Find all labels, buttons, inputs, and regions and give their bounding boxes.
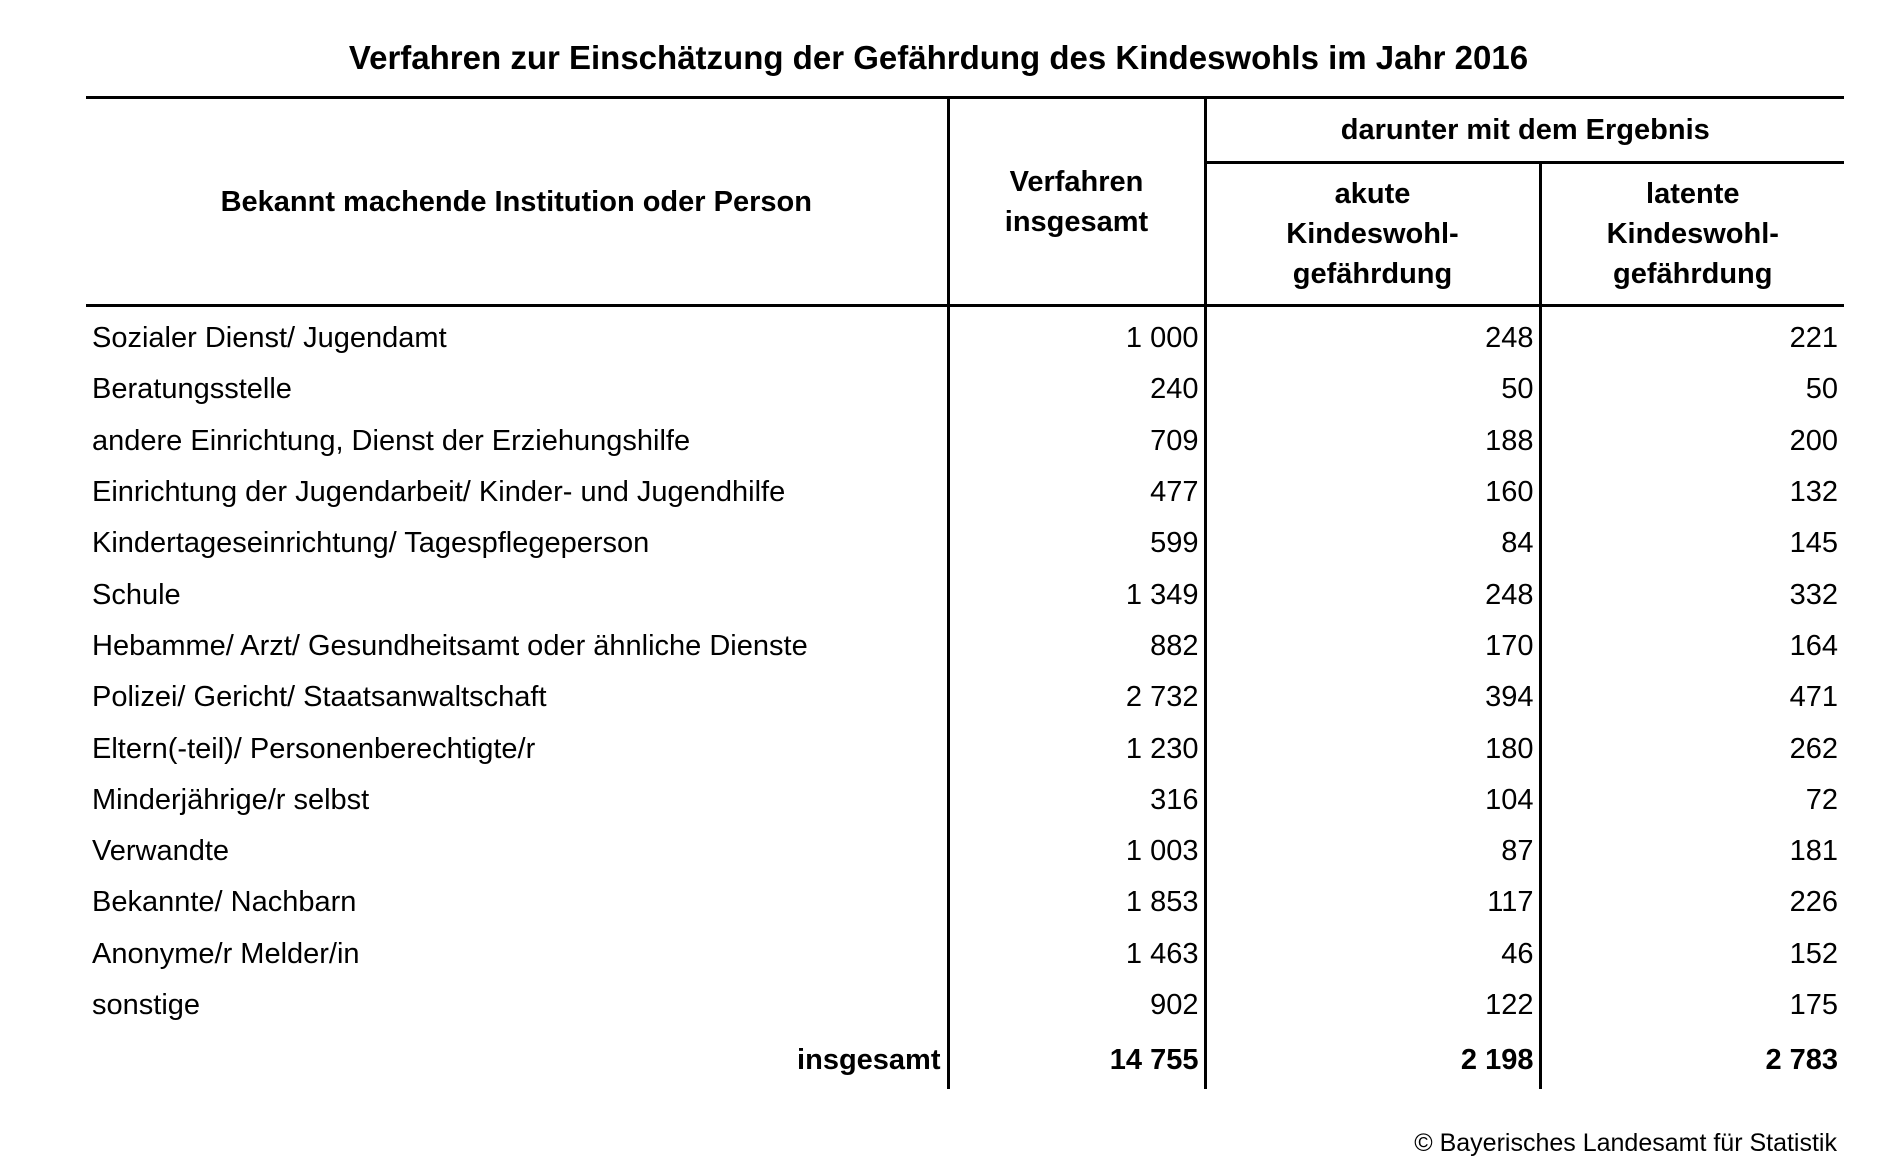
cell-acute: 104 (1205, 775, 1540, 826)
cell-acute: 50 (1205, 364, 1540, 415)
row-label: Anonyme/r Melder/in (86, 929, 948, 980)
cell-latent: 221 (1789, 322, 1839, 355)
header-group: darunter mit dem Ergebnis (1205, 98, 1844, 163)
cell-acute: 248 (1205, 569, 1540, 620)
cell-latent: 50 (1805, 373, 1839, 406)
cell-total: 709 (948, 416, 1205, 467)
cell-total: 599 (948, 518, 1205, 569)
table-row (86, 306, 1844, 365)
row-label: Schule (86, 569, 948, 620)
cell-total: 240 (948, 364, 1205, 415)
table-row (86, 980, 1844, 1031)
cell-acute: 122 (1205, 980, 1540, 1031)
table-row (86, 723, 1844, 774)
cell-latent: 72 (1805, 783, 1839, 816)
cell-latent: 262 (1789, 732, 1839, 765)
cell-latent: 145 (1789, 527, 1839, 560)
table-row (86, 775, 1844, 826)
header-institution: Bekannt machende Institution oder Person (86, 98, 948, 306)
header-latent: latente Kindeswohl- gefährdung (1540, 163, 1844, 306)
table-row (86, 826, 1844, 877)
cell-latent: 332 (1789, 578, 1839, 611)
cell-acute: 160 (1205, 467, 1540, 518)
cell-latent: 152 (1789, 937, 1839, 970)
cell-latent: 175 (1789, 989, 1839, 1021)
row-label: Einrichtung der Jugendarbeit/ Kinder- und Jugendhilfe (86, 467, 948, 518)
cell-total: 902 (948, 980, 1205, 1031)
row-label: Minderjährige/r selbst (86, 775, 948, 826)
table-body (86, 306, 1844, 1090)
table-row (86, 518, 1844, 569)
cell-acute: 46 (1205, 929, 1540, 980)
table-row (86, 467, 1844, 518)
row-label: andere Einrichtung, Dienst der Erziehungshilfe (86, 416, 948, 467)
table-row (86, 929, 1844, 980)
cell-total: 882 (948, 621, 1205, 672)
row-label: Polizei/ Gericht/ Staatsanwaltschaft (86, 672, 948, 723)
cell-latent: 164 (1789, 629, 1839, 662)
cell-acute: 188 (1205, 416, 1540, 467)
source-credit: © Bayerisches Landesamt für Statistik (1414, 1129, 1837, 1157)
table-row (86, 416, 1844, 467)
cell-acute: 84 (1205, 518, 1540, 569)
row-label: Eltern(-teil)/ Personenberechtigte/r (86, 723, 948, 774)
table-row (86, 364, 1844, 415)
cell-acute: 170 (1205, 621, 1540, 672)
cell-latent: 181 (1789, 835, 1839, 868)
row-label: Sozialer Dienst/ Jugendamt (86, 306, 948, 365)
table-title: Verfahren zur Einschätzung der Gefährdung des Kindeswohls im Jahr 2016 (348, 39, 1529, 76)
cell-acute: 394 (1205, 672, 1540, 723)
total-row (86, 1031, 1844, 1089)
row-label: Bekannte/ Nachbarn (86, 877, 948, 928)
data-table (86, 96, 1844, 1089)
cell-total: 477 (948, 467, 1205, 518)
cell-total: 2 732 (948, 672, 1205, 723)
cell-acute: 248 (1205, 306, 1540, 365)
table-row (86, 877, 1844, 928)
cell-latent: 132 (1789, 476, 1839, 509)
row-label: sonstige (86, 980, 948, 1031)
cell-acute: 87 (1205, 826, 1540, 877)
row-label: Beratungsstelle (86, 364, 948, 415)
total-acute: 2 198 (1205, 1031, 1540, 1089)
header-total: Verfahren insgesamt (948, 98, 1205, 306)
header-acute: akute Kindeswohl- gefährdung (1205, 163, 1540, 306)
cell-total: 1 463 (948, 929, 1205, 980)
cell-total: 1 003 (948, 826, 1205, 877)
cell-latent: 471 (1789, 681, 1839, 714)
cell-total: 1 000 (948, 306, 1205, 365)
table-row (86, 621, 1844, 672)
total-value: 14 755 (948, 1031, 1205, 1089)
table-row (86, 569, 1844, 620)
cell-acute: 180 (1205, 723, 1540, 774)
cell-total: 1 349 (948, 569, 1205, 620)
cell-acute: 117 (1205, 877, 1540, 928)
total-latent: 2 783 (1765, 1043, 1839, 1076)
row-label: Kindertageseinrichtung/ Tagespflegeperson (86, 518, 948, 569)
cell-total: 1 853 (948, 877, 1205, 928)
table-row (86, 672, 1844, 723)
total-label: insgesamt (86, 1031, 948, 1089)
row-label: Verwandte (86, 826, 948, 877)
cell-latent: 226 (1789, 886, 1839, 919)
cell-latent: 200 (1789, 424, 1839, 457)
cell-total: 316 (948, 775, 1205, 826)
cell-total: 1 230 (948, 723, 1205, 774)
row-label: Hebamme/ Arzt/ Gesundheitsamt oder ähnliche Dienste (86, 621, 948, 672)
